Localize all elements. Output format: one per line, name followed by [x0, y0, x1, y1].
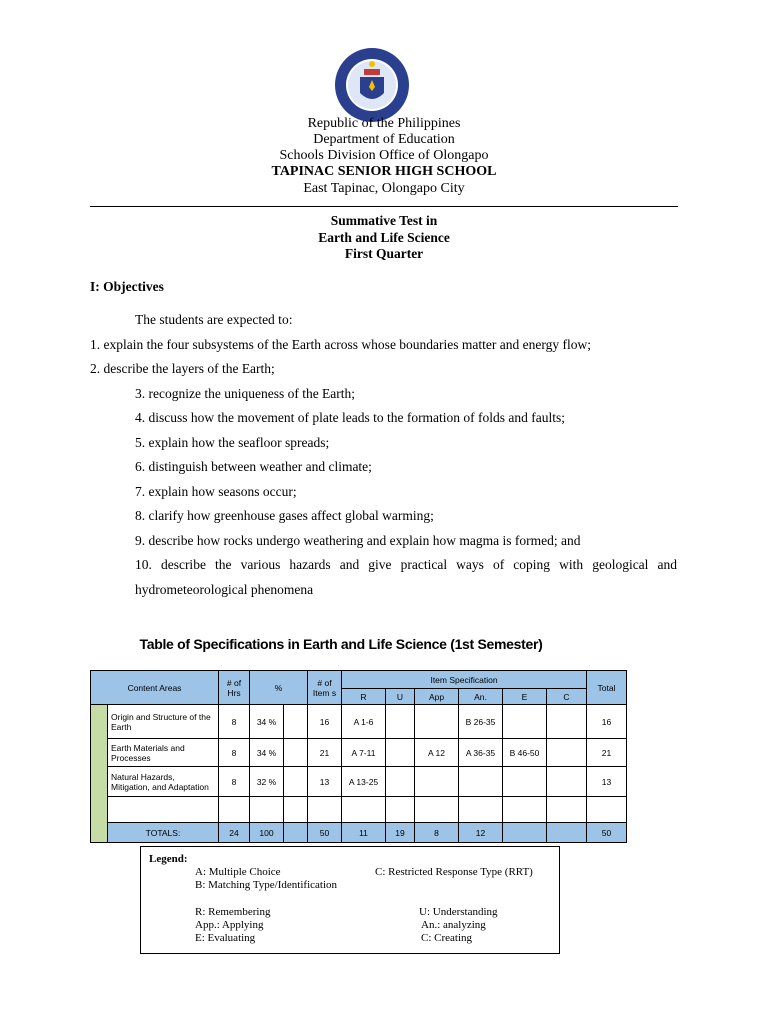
cell-c [547, 767, 587, 797]
cell-empty [503, 797, 547, 823]
objective-item: 3. recognize the uniqueness of the Earth; [135, 386, 356, 401]
cell-pct: 34 % [250, 739, 284, 767]
cell-app [415, 767, 459, 797]
cell-empty [587, 797, 627, 823]
objective-item: 7. explain how seasons occur; [135, 484, 297, 499]
col-header-r: R [342, 689, 386, 705]
col-header-item-specification: Item Specification [342, 671, 587, 689]
side-band [91, 705, 108, 843]
cell-pct: 32 % [250, 767, 284, 797]
cell-u [386, 767, 415, 797]
legend-e: E: Evaluating [195, 932, 256, 944]
totals-total: 50 [587, 823, 627, 843]
objective-item: hydrometeorological phenomena [135, 582, 314, 597]
table-row-empty [91, 797, 627, 823]
cell-empty [108, 797, 219, 823]
legend-title: Legend: [149, 853, 188, 865]
col-header-items: # of Item s [308, 671, 342, 705]
cell-empty [250, 797, 284, 823]
cell-empty [284, 823, 308, 843]
col-header-app: App [415, 689, 459, 705]
header-school: TAPINAC SENIOR HIGH SCHOOL [271, 164, 497, 179]
legend-an: An.: analyzing [421, 919, 486, 931]
totals-label: TOTALS: [108, 823, 219, 843]
objective-item: 4. discuss how the movement of plate leads to the formation of folds and faults; [135, 410, 566, 425]
totals-c [547, 823, 587, 843]
cell-empty [459, 797, 503, 823]
col-header-percent: % [250, 671, 308, 705]
cell-empty [284, 705, 308, 739]
cell-items: 16 [308, 705, 342, 739]
totals-e [503, 823, 547, 843]
cell-r: A 13-25 [342, 767, 386, 797]
cell-empty [547, 797, 587, 823]
cell-app [415, 705, 459, 739]
cell-empty [284, 767, 308, 797]
cell-hrs: 8 [219, 705, 250, 739]
cell-hrs: 8 [219, 739, 250, 767]
totals-pct: 100 [250, 823, 284, 843]
title-line-3: First Quarter [344, 246, 424, 261]
objective-item: 10. describe the various hazards and give practical ways of coping with geological and [135, 557, 677, 572]
cell-c [547, 705, 587, 739]
table-row [91, 739, 627, 767]
totals-an: 12 [459, 823, 503, 843]
cell-app: A 12 [415, 739, 459, 767]
totals-u: 19 [386, 823, 415, 843]
col-header-e: E [503, 689, 547, 705]
col-header-total: Total [587, 671, 627, 705]
col-header-hrs: # of Hrs [219, 671, 250, 705]
col-header-c: C [547, 689, 587, 705]
cell-empty [308, 797, 342, 823]
cell-u [386, 705, 415, 739]
header-department: Department of Education [313, 132, 455, 147]
totals-app: 8 [415, 823, 459, 843]
cell-e [503, 705, 547, 739]
cell-area: Natural Hazards, Mitigation, and Adaptation [108, 767, 219, 797]
cell-an: B 26-35 [459, 705, 503, 739]
cell-empty [284, 739, 308, 767]
cell-area: Origin and Structure of the Earth [108, 705, 219, 739]
cell-empty [342, 797, 386, 823]
cell-total: 13 [587, 767, 627, 797]
col-header-u: U [386, 689, 415, 705]
cell-total: 21 [587, 739, 627, 767]
header-divider [90, 206, 678, 207]
legend-a: A: Multiple Choice [195, 866, 281, 878]
cell-pct: 34 % [250, 705, 284, 739]
objective-item: 2. describe the layers of the Earth; [90, 361, 275, 376]
deped-seal-logo [334, 47, 410, 123]
col-header-an: An. [459, 689, 503, 705]
objective-item: 6. distinguish between weather and climate; [135, 459, 372, 474]
cell-total: 16 [587, 705, 627, 739]
objective-item: 9. describe how rocks undergo weathering and explain how magma is formed; and [135, 533, 581, 548]
objective-item: 5. explain how the seafloor spreads; [135, 435, 330, 450]
table-row [91, 705, 627, 739]
title-line-2: Earth and Life Science [318, 230, 450, 245]
cell-an: A 36-35 [459, 739, 503, 767]
cell-c [547, 739, 587, 767]
legend-cr: C: Creating [421, 932, 473, 944]
table-row [91, 767, 627, 797]
cell-e: B 46-50 [503, 739, 547, 767]
legend-r: R: Remembering [195, 906, 271, 918]
legend-box [140, 846, 560, 954]
cell-hrs: 8 [219, 767, 250, 797]
objective-item: 1. explain the four subsystems of the Earth across whose boundaries matter and energy flow; [90, 337, 591, 352]
header-address: East Tapinac, Olongapo City [303, 181, 465, 196]
objective-item: 8. clarify how greenhouse gases affect global warming; [135, 508, 434, 523]
cell-items: 13 [308, 767, 342, 797]
table-row-totals [91, 823, 627, 843]
legend-u: U: Understanding [419, 906, 498, 918]
cell-items: 21 [308, 739, 342, 767]
totals-r: 11 [342, 823, 386, 843]
col-header-content-areas: Content Areas [91, 671, 219, 705]
totals-hrs: 24 [219, 823, 250, 843]
title-line-1: Summative Test in [330, 213, 438, 228]
cell-an [459, 767, 503, 797]
header-republic: Republic of the Philippines [307, 116, 461, 131]
objectives-heading: I: Objectives [90, 279, 164, 294]
header-division: Schools Division Office of Olongapo [279, 148, 489, 163]
cell-empty [284, 797, 308, 823]
legend-app: App.: Applying [195, 919, 264, 931]
cell-empty [219, 797, 250, 823]
legend-c: C: Restricted Response Type (RRT) [375, 866, 533, 878]
cell-e [503, 767, 547, 797]
legend-b: B: Matching Type/Identification [195, 879, 337, 891]
tos-title: Table of Specifications in Earth and Life Science (1st Semester) [139, 636, 543, 652]
totals-items: 50 [308, 823, 342, 843]
cell-area: Earth Materials and Processes [108, 739, 219, 767]
table-of-specifications [90, 670, 627, 843]
objectives-intro: The students are expected to: [135, 312, 293, 327]
cell-u [386, 739, 415, 767]
cell-empty [386, 797, 415, 823]
cell-empty [415, 797, 459, 823]
cell-r: A 1-6 [342, 705, 386, 739]
cell-r: A 7-11 [342, 739, 386, 767]
